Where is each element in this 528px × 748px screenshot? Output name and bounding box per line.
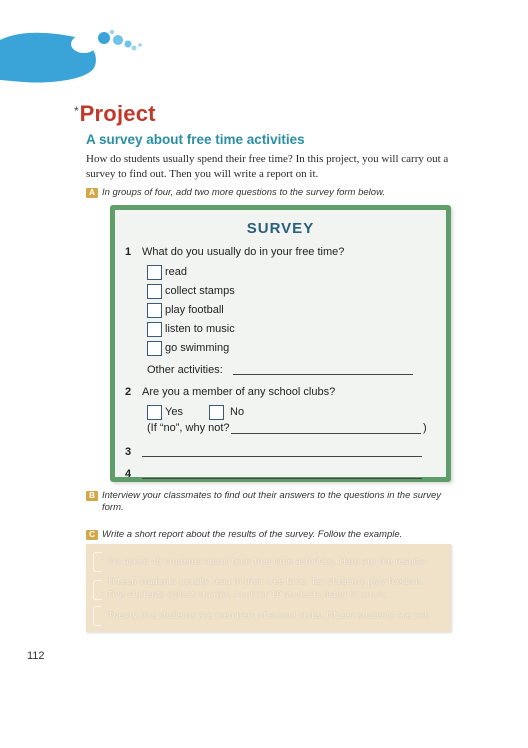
step-a xyxy=(86,187,385,199)
checkbox[interactable] xyxy=(147,322,162,337)
question-number: 3 xyxy=(125,446,132,458)
example-report xyxy=(86,544,451,632)
step-a-badge: A xyxy=(86,188,98,198)
why-not-label: (If “no”, why not? xyxy=(147,422,230,434)
step-b-text: Interview your classmates to find out their answers to the questions in the survey form. xyxy=(102,490,441,513)
example-line: Fifteen students usually read in their free time. Ten students play football. xyxy=(108,576,424,586)
binder-tab xyxy=(93,606,102,626)
option-label: read xyxy=(165,266,188,278)
why-not-field[interactable] xyxy=(231,433,421,434)
question-4-field[interactable] xyxy=(142,478,422,479)
step-a-text: In groups of four, add two more questions to the survey form below. xyxy=(102,187,386,198)
question-1 xyxy=(125,244,445,374)
option-label: Yes xyxy=(165,406,183,418)
checkbox[interactable] xyxy=(147,265,162,280)
example-line: Five students collect stamps. Another 10 students listen to music. xyxy=(108,589,389,599)
question-text: What do you usually do in your free time? xyxy=(142,246,345,258)
option-label: play football xyxy=(165,304,224,316)
question-number: 1 xyxy=(125,246,132,258)
checkbox[interactable] xyxy=(147,405,162,420)
step-b xyxy=(86,490,446,514)
step-b-badge: B xyxy=(86,491,98,501)
checkbox[interactable] xyxy=(147,284,162,299)
survey-form xyxy=(110,205,451,482)
option-label: go swimming xyxy=(165,342,230,354)
question-text: Are you a member of any school clubs? xyxy=(142,386,336,398)
option-play-football[interactable] xyxy=(147,302,224,318)
option-label: collect stamps xyxy=(165,285,235,297)
step-c-badge: C xyxy=(86,530,98,540)
page-title: Project xyxy=(79,101,156,126)
question-2 xyxy=(125,384,445,440)
example-line: We asked 40 students about their free time activities. Here are the results: xyxy=(108,556,427,566)
question-3 xyxy=(125,446,145,460)
checkbox[interactable] xyxy=(147,341,162,356)
option-label: listen to music xyxy=(165,323,235,335)
option-no[interactable] xyxy=(209,404,244,420)
binder-tab xyxy=(93,580,102,600)
page-number: 112 xyxy=(27,650,45,662)
intro-paragraph: How do students usually spend their free time? In this project, you will carry out a survey to find out. Then you will write a report on it. xyxy=(86,153,449,180)
option-yes[interactable] xyxy=(147,404,183,420)
step-c-text: Write a short report about the results of the survey. Follow the example. xyxy=(102,529,403,540)
asterisk-mark: * xyxy=(74,104,79,118)
option-collect-stamps[interactable] xyxy=(147,283,235,299)
question-3-field[interactable] xyxy=(142,456,422,457)
option-go-swimming[interactable] xyxy=(147,340,229,356)
example-line: Twenty-five students are members of school clubs. Fifteen students are not. xyxy=(108,610,431,620)
option-listen-to-music[interactable] xyxy=(147,321,235,337)
project-heading xyxy=(74,101,156,127)
other-activities-label: Other activities: xyxy=(147,364,223,376)
option-read[interactable] xyxy=(147,264,187,280)
question-number: 4 xyxy=(125,468,132,480)
option-label: No xyxy=(230,406,245,418)
closing-parenthesis: ) xyxy=(423,422,427,434)
survey-title: SURVEY xyxy=(246,220,315,237)
checkbox[interactable] xyxy=(147,303,162,318)
checkbox[interactable] xyxy=(209,405,224,420)
binder-tab xyxy=(93,552,102,572)
question-number: 2 xyxy=(125,386,132,398)
step-c xyxy=(86,529,402,541)
other-activities-field[interactable] xyxy=(233,374,413,375)
section-subtitle: A survey about free time activities xyxy=(86,132,305,147)
question-4 xyxy=(125,468,145,482)
decorative-bubbles xyxy=(0,0,200,90)
